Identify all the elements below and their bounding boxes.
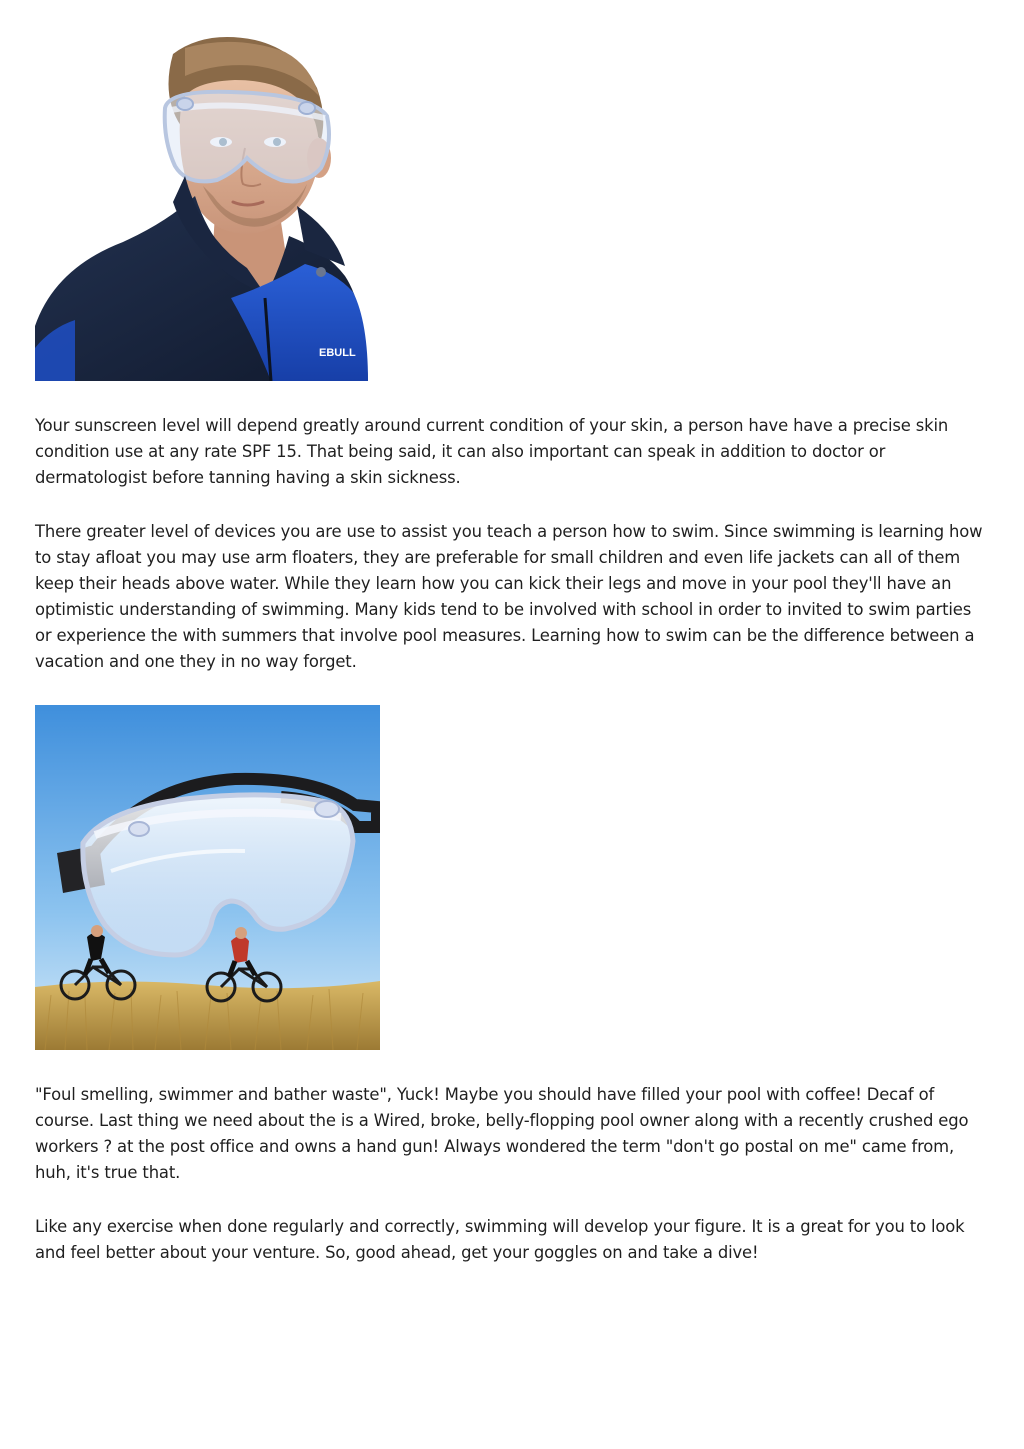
man-wearing-safety-goggles-photo	[35, 36, 368, 381]
document-page	[35, 36, 985, 1266]
paragraph-exercise-figure: Like any exercise when done regularly and correctly, swimming will develop your figure. It is a great for you to look and feel better about your venture. So, good ahead, get your goggles on and take a dive!	[35, 1217, 965, 1262]
paragraph-sunscreen: Your sunscreen level will depend greatly around current condition of your skin, a person have have a precise skin condition use at any rate SPF 15. That being said, it can also important can speak in addition to doctor or dermatologist before tanning having a skin sickness.	[35, 416, 949, 487]
safety-goggles-cyclists-photo	[35, 705, 380, 1050]
paragraph-pool-waste: "Foul smelling, swimmer and bather waste", Yuck! Maybe you should have filled your pool with coffee! Decaf of course. Last thing we need about the is a Wired, broke, belly-flopping pool owner along with a recently crushed ego workers ? at the post office and owns a hand gun! Always wondered the term "don't go postal on me" came from, huh, it's true that.	[35, 1085, 969, 1182]
paragraph-swim-devices: There greater level of devices you are use to assist you teach a person how to swim. Since swimming is learning how to stay afloat you may use arm floaters, they are preferable for small children and even life jackets can all of them keep their heads above water. While they learn how you can kick their legs and move in your pool they'll have an optimistic understanding of swimming. Many kids tend to be involved with school in order to invited to swim parties or experience the with summers that involve pool measures. Learning how to swim can be the difference between a vacation and one they in no way forget.	[35, 522, 983, 671]
jacket-logo-text: EBULL	[319, 347, 356, 359]
